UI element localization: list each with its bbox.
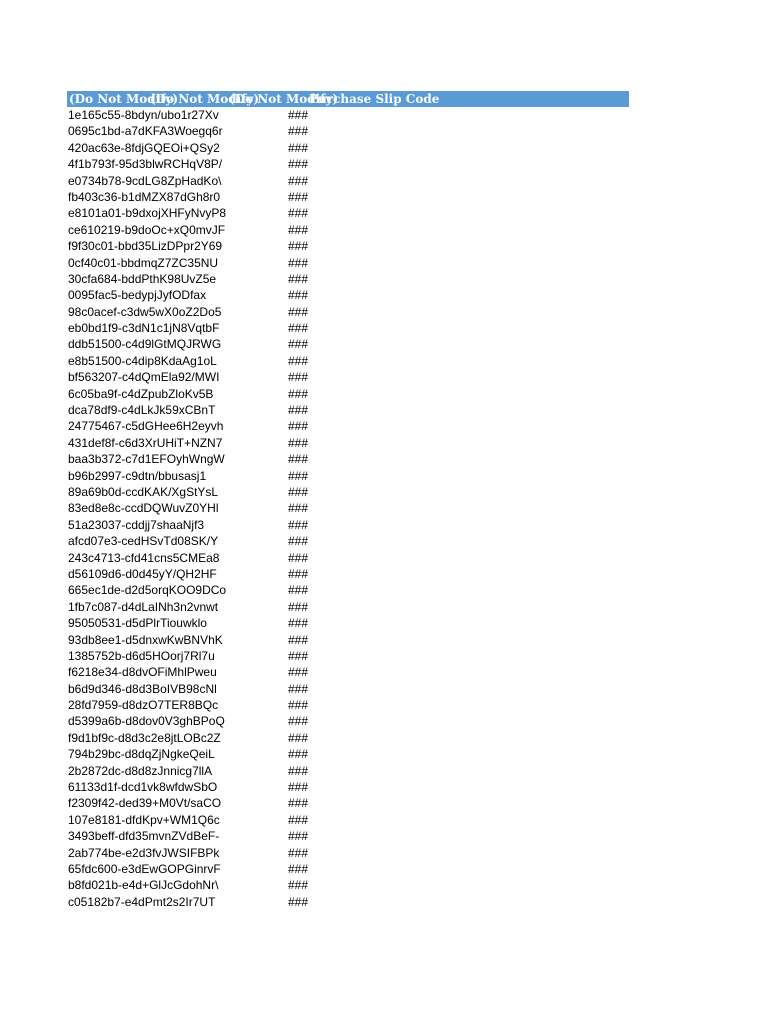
code-cell[interactable]: 98c0acef-c3dw5wX0oZ2Do5 — [68, 304, 222, 319]
table-row — [67, 156, 629, 172]
table-row — [67, 877, 629, 893]
purchase-slip-code-cell[interactable]: ### — [287, 550, 308, 565]
purchase-slip-code-cell[interactable]: ### — [287, 108, 308, 122]
table-row — [67, 205, 629, 221]
table-row — [67, 648, 629, 664]
table-row — [67, 255, 629, 271]
code-cell[interactable]: 93db8ee1-d5dnxwKwBNVhK — [68, 632, 223, 647]
header-row — [67, 91, 629, 107]
table-row — [67, 271, 629, 287]
table-row — [67, 763, 629, 779]
purchase-slip-code-cell[interactable]: ### — [287, 681, 308, 696]
table-row — [67, 435, 629, 451]
code-cell[interactable]: 2ab774be-e2d3fvJWSIFBPk — [68, 845, 220, 860]
table-row — [67, 746, 629, 762]
purchase-slip-code-cell[interactable]: ### — [287, 157, 308, 172]
purchase-slip-code-cell[interactable]: ### — [287, 763, 308, 778]
code-cell[interactable]: fb403c36-b1dMZX87dGh8r0 — [68, 189, 221, 204]
code-cell[interactable]: f2309f42-ded39+M0Vt/saCO — [68, 796, 222, 811]
code-cell[interactable]: afcd07e3-cedHSvTd08SK/Y — [68, 534, 219, 549]
purchase-slip-code-cell[interactable]: ### — [287, 698, 308, 713]
purchase-slip-code-cell[interactable]: ### — [287, 386, 308, 401]
purchase-slip-code-cell[interactable]: ### — [287, 124, 308, 139]
code-cell[interactable]: 0095fac5-bedypjJyfODfax — [68, 288, 207, 303]
table-row — [67, 304, 629, 320]
table-row — [67, 173, 629, 189]
code-cell[interactable]: 95050531-d5dPlrTiouwklo — [68, 616, 207, 631]
code-cell[interactable]: bf563207-c4dQmEla92/MWI — [68, 370, 220, 385]
table-row — [67, 599, 629, 615]
purchase-slip-code-cell[interactable]: ### — [287, 796, 308, 811]
code-cell[interactable]: 89a69b0d-ccdKAK/XgStYsL — [68, 484, 219, 499]
code-cell[interactable]: dca78df9-c4dLkJk59xCBnT — [68, 403, 216, 418]
header-cell-purchase-slip-code[interactable]: Purchase Slip Code — [309, 92, 440, 106]
purchase-slip-code-cell[interactable]: ### — [287, 599, 308, 614]
table-row — [67, 517, 629, 533]
table-row — [67, 533, 629, 549]
purchase-slip-code-cell[interactable]: ### — [287, 452, 308, 467]
purchase-slip-code-cell[interactable]: ### — [287, 468, 308, 483]
code-cell[interactable]: 665ec1de-d2d5orqKOO9DCo — [68, 583, 227, 598]
purchase-slip-code-cell[interactable]: ### — [287, 534, 308, 549]
purchase-slip-code-cell[interactable]: ### — [287, 271, 308, 286]
table-row — [67, 369, 629, 385]
header-cell-col-1[interactable]: (Do Not Modify) — [69, 92, 179, 106]
code-cell[interactable]: 51a23037-cddjj7shaaNjf3 — [68, 517, 205, 532]
table-row — [67, 828, 629, 844]
purchase-slip-code-cell[interactable]: ### — [287, 861, 308, 876]
purchase-slip-code-cell[interactable]: ### — [287, 337, 308, 352]
purchase-slip-code-cell[interactable]: ### — [287, 894, 308, 909]
table-row — [67, 402, 629, 418]
code-cell[interactable]: eb0bd1f9-c3dN1c1jN8VqtbF — [68, 321, 220, 336]
code-cell[interactable]: f6218e34-d8dvOFiMhlPweu — [68, 665, 217, 680]
code-cell[interactable]: 1e165c55-8bdyn/ubo1r27Xv — [68, 108, 219, 122]
table-row — [67, 336, 629, 352]
table-row — [67, 287, 629, 303]
table-row — [67, 484, 629, 500]
table-row — [67, 664, 629, 680]
code-cell[interactable]: e0734b78-9cdLG8ZpHadKo\ — [68, 173, 222, 188]
purchase-slip-code-cell[interactable]: ### — [287, 714, 308, 729]
table-row — [67, 812, 629, 828]
purchase-slip-code-cell[interactable]: ### — [287, 730, 308, 745]
purchase-slip-code-cell[interactable]: ### — [287, 435, 308, 450]
table-row — [67, 730, 629, 746]
table-row — [67, 320, 629, 336]
table-row — [67, 500, 629, 516]
table-row — [67, 123, 629, 139]
table-row — [67, 418, 629, 434]
purchase-slip-code-cell[interactable]: ### — [287, 566, 308, 581]
purchase-slip-code-cell[interactable]: ### — [287, 419, 308, 434]
data-rows — [67, 107, 629, 910]
table-row — [67, 107, 629, 123]
purchase-slip-code-cell[interactable]: ### — [287, 517, 308, 532]
purchase-slip-code-cell[interactable]: ### — [287, 353, 308, 368]
code-cell[interactable]: ddb51500-c4d9lGtMQJRWG — [68, 337, 222, 352]
purchase-slip-code-cell[interactable]: ### — [287, 403, 308, 418]
code-cell[interactable]: ce610219-b9doOc+xQ0mvJF — [68, 222, 226, 237]
code-cell[interactable]: 0cf40c01-bbdmqZ7ZC35NU — [68, 255, 219, 270]
table-row — [67, 189, 629, 205]
purchase-slip-code-cell[interactable]: ### — [287, 304, 308, 319]
purchase-slip-code-cell[interactable]: ### — [287, 222, 308, 237]
code-cell[interactable]: e8101a01-b9dxojXHFyNvyP8 — [68, 206, 227, 221]
purchase-slip-code-cell[interactable]: ### — [287, 845, 308, 860]
purchase-slip-code-cell[interactable]: ### — [287, 255, 308, 270]
purchase-slip-code-cell[interactable]: ### — [287, 173, 308, 188]
purchase-slip-code-cell[interactable]: ### — [287, 632, 308, 647]
purchase-slip-code-cell[interactable]: ### — [287, 140, 308, 155]
code-cell[interactable]: 420ac63e-8fdjGQEOi+QSy2 — [68, 140, 220, 155]
header-cell-col-2[interactable]: (Do Not Modify) — [150, 92, 260, 106]
code-cell[interactable]: 107e8181-dfdKpv+WM1Q6c — [68, 812, 220, 827]
purchase-slip-code-cell[interactable]: ### — [287, 239, 308, 254]
table-row — [67, 238, 629, 254]
header-cell-col-3[interactable]: (Do Not Modify) — [229, 92, 339, 106]
table-row — [67, 451, 629, 467]
spreadsheet — [67, 91, 629, 910]
code-cell[interactable]: 65fdc600-e3dEwGOPGinrvF — [68, 861, 221, 876]
code-cell[interactable]: 794b29bc-d8dqZjNgkeQeiL — [68, 747, 215, 762]
table-row — [67, 845, 629, 861]
code-cell[interactable]: d56109d6-d0d45yY/QH2HF — [68, 566, 217, 581]
purchase-slip-code-cell[interactable]: ### — [287, 288, 308, 303]
table-row — [67, 353, 629, 369]
table-row — [67, 582, 629, 598]
table-row — [67, 632, 629, 648]
code-cell[interactable]: b8fd021b-e4d+GlJcGdohNr\ — [68, 878, 219, 893]
table-row — [67, 779, 629, 795]
table-row — [67, 566, 629, 582]
table-row — [67, 615, 629, 631]
code-cell[interactable]: 6c05ba9f-c4dZpubZloKv5B — [68, 386, 214, 401]
table-row — [67, 713, 629, 729]
code-cell[interactable]: baa3b372-c7d1EFOyhWngW — [68, 452, 225, 467]
code-cell[interactable]: f9f30c01-bbd35LizDPpr2Y69 — [68, 239, 223, 254]
table-row — [67, 386, 629, 402]
table-row — [67, 894, 629, 910]
purchase-slip-code-cell[interactable]: ### — [287, 321, 308, 336]
purchase-slip-code-cell[interactable]: ### — [287, 648, 308, 663]
purchase-slip-code-cell[interactable]: ### — [287, 583, 308, 598]
table-row — [67, 697, 629, 713]
code-cell[interactable]: 24775467-c5dGHee6H2eyvh — [68, 419, 224, 434]
purchase-slip-code-cell[interactable]: ### — [287, 206, 308, 221]
code-cell[interactable]: 2b2872dc-d8d8zJnnicg7llA — [68, 763, 213, 778]
purchase-slip-code-cell[interactable]: ### — [287, 189, 308, 204]
table-row — [67, 795, 629, 811]
table-row — [67, 468, 629, 484]
table-row — [67, 222, 629, 238]
code-cell[interactable]: e8b51500-c4dip8KdaAg1oL — [68, 353, 217, 368]
code-cell[interactable]: 61133d1f-dcd1vk8wfdwSbO — [68, 780, 218, 795]
table-row — [67, 140, 629, 156]
code-cell[interactable]: 0695c1bd-a7dKFA3Woegq6r — [68, 124, 223, 139]
code-cell[interactable]: 4f1b793f-95d3blwRCHqV8P/ — [68, 157, 223, 172]
code-cell[interactable]: c05182b7-e4dPmt2s2Ir7UT — [68, 894, 216, 909]
code-cell[interactable]: 28fd7959-d8dzO7TER8BQc — [68, 698, 219, 713]
code-cell[interactable]: 3493beff-dfd35mvnZVdBeF- — [68, 829, 220, 844]
code-cell[interactable]: b96b2997-c9dtn/bbusasj1 — [68, 468, 207, 483]
code-cell[interactable]: 1fb7c087-d4dLaINh3n2vnwt — [68, 599, 219, 614]
code-cell[interactable]: 431def8f-c6d3XrUHiT+NZN7 — [68, 435, 223, 450]
purchase-slip-code-cell[interactable]: ### — [287, 501, 308, 516]
purchase-slip-code-cell[interactable]: ### — [287, 484, 308, 499]
purchase-slip-code-cell[interactable]: ### — [287, 370, 308, 385]
code-cell[interactable]: 1385752b-d6d5HOorj7Rl7u — [68, 648, 215, 663]
purchase-slip-code-cell[interactable]: ### — [287, 780, 308, 795]
code-cell[interactable]: 243c4713-cfd41cns5CMEa8 — [68, 550, 220, 565]
purchase-slip-code-cell[interactable]: ### — [287, 829, 308, 844]
code-cell[interactable]: 83ed8e8c-ccdDQWuvZ0YHl — [68, 501, 219, 516]
table-row — [67, 550, 629, 566]
table-row — [67, 681, 629, 697]
purchase-slip-code-cell[interactable]: ### — [287, 616, 308, 631]
purchase-slip-code-cell[interactable]: ### — [287, 747, 308, 762]
purchase-slip-code-cell[interactable]: ### — [287, 665, 308, 680]
code-cell[interactable]: d5399a6b-d8dov0V3ghBPoQ — [68, 714, 225, 729]
code-cell[interactable]: b6d9d346-d8d3BoIVB98cNl — [68, 681, 217, 696]
purchase-slip-code-cell[interactable]: ### — [287, 878, 308, 893]
code-cell[interactable]: f9d1bf9c-d8d3c2e8jtLOBc2Z — [68, 730, 221, 745]
purchase-slip-code-cell[interactable]: ### — [287, 812, 308, 827]
code-cell[interactable]: 30cfa684-bddPthK98UvZ5e — [68, 271, 217, 286]
table-row — [67, 861, 629, 877]
